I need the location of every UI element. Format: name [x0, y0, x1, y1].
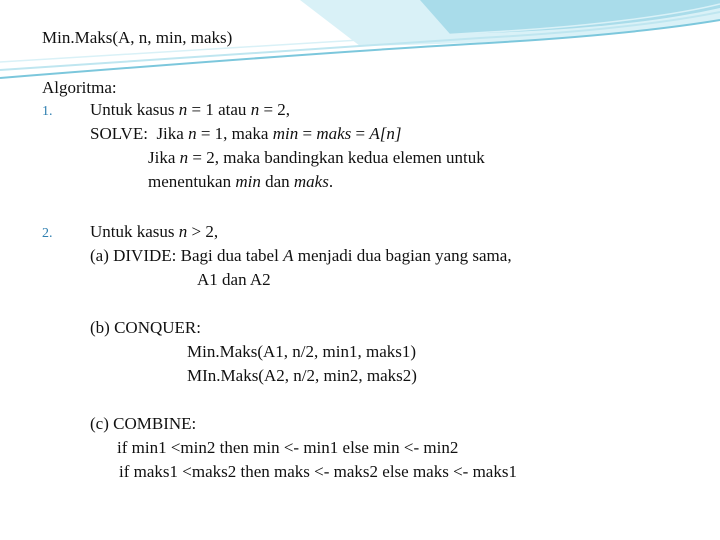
step-2-combine-label: (c) COMBINE: [90, 414, 197, 433]
text-fragment: menjadi dua bagian yang sama, [293, 246, 512, 265]
step-2-line-1 [90, 222, 218, 242]
text-fragment: > 2, [187, 222, 219, 241]
text-fragment: menentukan [148, 172, 236, 191]
step-1-number: 1. [42, 104, 53, 119]
text-fragment: n [250, 100, 260, 119]
step-2-combine-min: if min1 <min2 then min <- min1 else min <- min2 [117, 438, 459, 457]
step-2-combine-maks: if maks1 <maks2 then maks <- maks2 else maks <- maks1 [119, 462, 517, 481]
step-1-line-2 [90, 124, 402, 144]
text-fragment: min [272, 124, 299, 143]
text-fragment: n [178, 222, 188, 241]
step-2-conquer-label: (b) CONQUER: [90, 318, 201, 337]
step-2-divide-line [90, 246, 512, 266]
text-fragment: A [283, 246, 294, 265]
step-2-conquer-call-1: Min.Maks(A1, n/2, min1, maks1) [187, 342, 417, 361]
text-fragment: = [351, 124, 370, 143]
text-fragment: = 1, maka [196, 124, 273, 143]
text-fragment: maks [316, 124, 352, 143]
text-fragment: SOLVE: Jika [90, 124, 189, 143]
page-title: Min.Maks(A, n, min, maks) [42, 28, 233, 47]
step-2-conquer-call-2: MIn.Maks(A2, n/2, min2, maks2) [187, 366, 417, 385]
text-fragment: = 2, maka bandingkan kedua elemen untuk [188, 148, 485, 167]
text-fragment: n [188, 124, 197, 143]
text-fragment: (a) DIVIDE: Bagi dua tabel [90, 246, 284, 265]
text-fragment: maks [293, 172, 329, 191]
text-fragment: = [298, 124, 317, 143]
step-1-line-4 [148, 172, 333, 192]
text-fragment: = 1 atau [187, 100, 251, 119]
text-fragment: = 2, [259, 100, 291, 119]
text-fragment: dan [260, 172, 294, 191]
text-fragment: Jika [148, 148, 180, 167]
text-fragment: . [328, 172, 334, 191]
step-1-line-1 [90, 100, 290, 120]
text-fragment: Untuk kasus [90, 100, 179, 119]
text-fragment: min [235, 172, 261, 191]
text-fragment: A[n] [369, 124, 402, 143]
text-fragment: n [179, 148, 189, 167]
text-fragment: Untuk kasus [90, 222, 179, 241]
algorithm-heading: Algoritma: [42, 78, 117, 97]
text-fragment: n [178, 100, 188, 119]
step-2-divide-parts: A1 dan A2 [197, 270, 271, 289]
step-2-number: 2. [42, 226, 53, 241]
step-1-line-3 [148, 148, 485, 168]
